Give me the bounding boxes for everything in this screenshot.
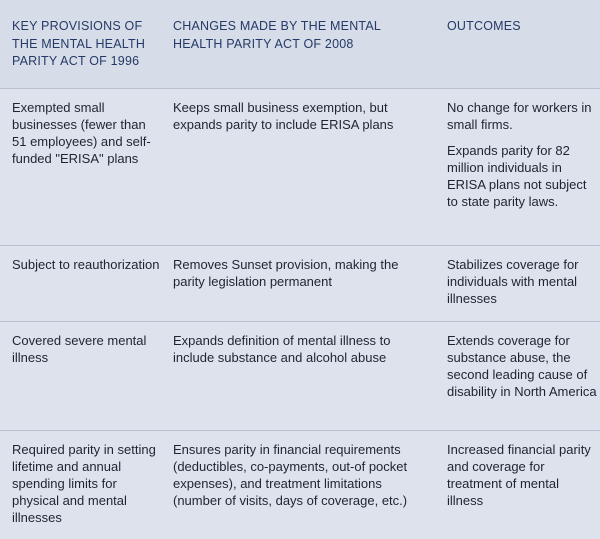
provision-cell: Subject to reauthorization xyxy=(12,257,160,272)
header-outcomes: OUTCOMES xyxy=(447,19,521,33)
change-cell: Expands definition of mental illness to include substance and alcohol abuse xyxy=(173,333,391,365)
table-row xyxy=(0,246,600,322)
outcome-cell xyxy=(447,99,597,210)
change-cell: Ensures parity in financial requirements (deductibles, co-payments, out-of pocket expenses), and treatment limitations (number of visits, days of coverage, etc.) xyxy=(173,442,408,508)
provision-cell: Exempted small businesses (fewer than 51 employees) and self-funded "ERISA" plans xyxy=(12,100,151,166)
outcome-cell: Extends coverage for substance abuse, the second leading cause of disability in North America xyxy=(447,333,597,399)
provision-cell: Required parity in setting lifetime and annual spending limits for physical and mental illnesses xyxy=(12,442,156,525)
table-row xyxy=(0,322,600,431)
header-changes-2008: CHANGES MADE BY THE MENTAL HEALTH PARITY ACT OF 2008 xyxy=(173,19,381,51)
header-key-provisions-1996: KEY PROVISIONS OF THE MENTAL HEALTH PARITY ACT OF 1996 xyxy=(12,19,146,68)
change-cell: Removes Sunset provision, making the parity legislation permanent xyxy=(173,257,399,289)
table-row xyxy=(0,89,600,246)
outcome-text: No change for workers in small firms. xyxy=(447,100,592,132)
table-header xyxy=(0,0,600,89)
provision-cell: Covered severe mental illness xyxy=(12,333,147,365)
table-row xyxy=(0,431,600,539)
outcome-cell: Increased financial parity and coverage for treatment of mental illness xyxy=(447,442,591,508)
change-cell: Keeps small business exemption, but expands parity to include ERISA plans xyxy=(173,100,394,132)
outcome-text-secondary: Expands parity for 82 million individuals in ERISA plans not subject to state parity laws. xyxy=(447,143,587,209)
outcome-cell: Stabilizes coverage for individuals with mental illnesses xyxy=(447,257,579,306)
